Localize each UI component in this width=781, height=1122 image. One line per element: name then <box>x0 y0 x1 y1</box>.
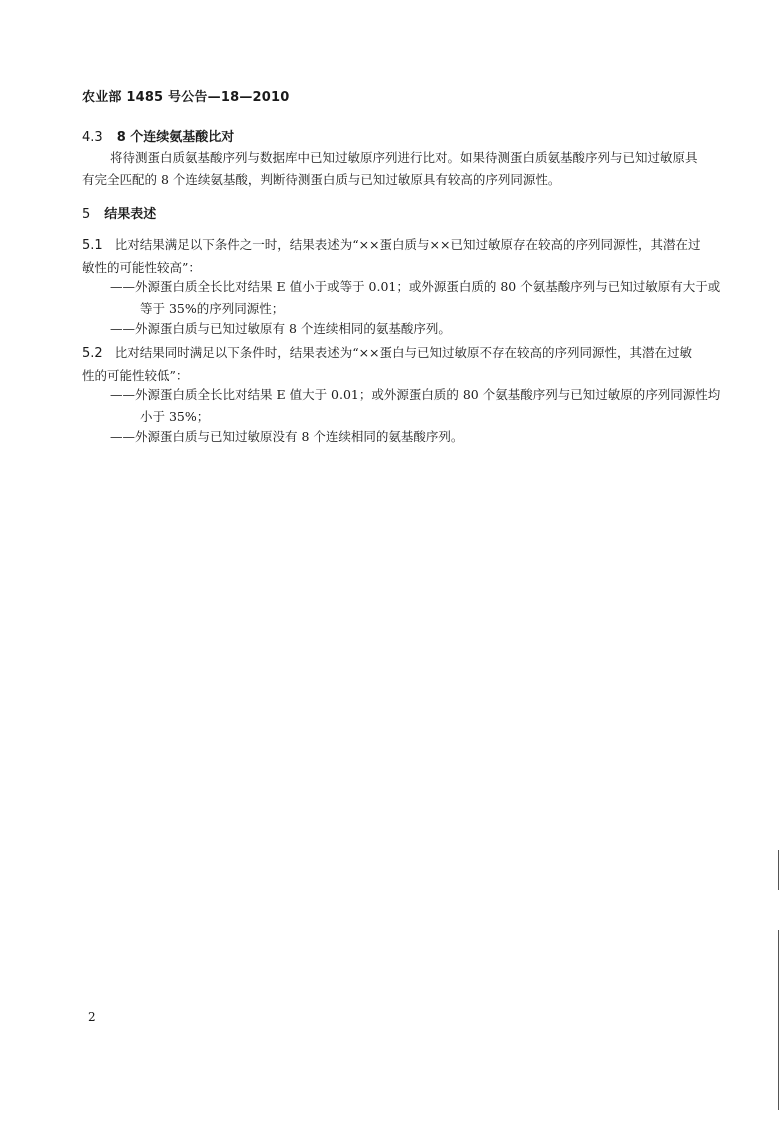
clause-5-1-number: 5.1 <box>82 238 103 253</box>
scan-edge-mark-2 <box>778 930 779 1110</box>
clause-5-2 <box>82 342 702 387</box>
clause-5-2-number: 5.2 <box>82 346 103 361</box>
section-5-title: 结果表述 <box>104 207 157 222</box>
clause-5-2-item-2: ——外源蛋白质与已知过敏原没有 8 个连续相同的氨基酸序列。 <box>110 429 464 444</box>
section-4-3-heading <box>82 126 234 145</box>
clause-5-2-text: 比对结果同时满足以下条件时，结果表述为“××蛋白与已知过敏原不存在较高的序列同源性，其潜在过敏性的可能性较低”： <box>82 345 693 383</box>
clause-5-1-item-2: ——外源蛋白质与已知过敏原有 8 个连续相同的氨基酸序列。 <box>110 321 451 336</box>
section-4-3-body: 将待测蛋白质氨基酸序列与数据库中已知过敏原序列进行比对。如果待测蛋白质氨基酸序列与已知过敏原具有完全匹配的 8 个连续氨基酸，判断待测蛋白质与已知过敏原具有较高的序列同源性。 <box>82 150 698 187</box>
document-header: 农业部 1485 号公告—18—2010 <box>82 90 290 105</box>
section-5-heading <box>82 203 156 222</box>
page-number: 2 <box>88 1010 96 1024</box>
clause-5-1 <box>82 234 702 279</box>
clause-5-2-item-1: ——外源蛋白质全长比对结果 E 值大于 0.01；或外源蛋白质的 80 个氨基酸序列与已知过敏原的序列同源性均小于 35%； <box>110 387 721 424</box>
section-4-3-title: 8 个连续氨基酸比对 <box>116 130 235 145</box>
section-5-number: 5 <box>82 207 91 222</box>
scan-edge-mark-1 <box>778 850 779 890</box>
clause-5-1-item-1: ——外源蛋白质全长比对结果 E 值小于或等于 0.01；或外源蛋白质的 80 个氨基酸序列与已知过敏原有大于或等于 35%的序列同源性； <box>110 279 721 316</box>
clause-5-1-text: 比对结果满足以下条件之一时，结果表述为“××蛋白质与××已知过敏原存在较高的序列同源性，其潜在过敏性的可能性较高”： <box>82 237 701 275</box>
section-4-3-number: 4.3 <box>82 130 103 145</box>
